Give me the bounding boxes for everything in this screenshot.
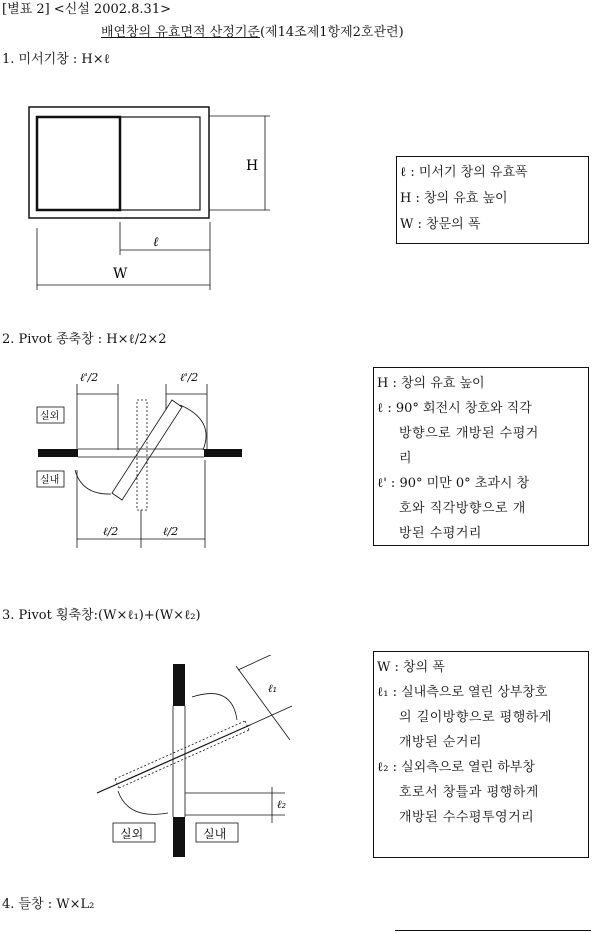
legend-line: H : 창의 유효 높이	[400, 191, 508, 206]
section-4-legend-top-edge	[395, 930, 591, 931]
legend-line: ℓ₂ : 실외측으로 열린 하부창	[377, 760, 535, 775]
dim-label-w: W	[113, 266, 128, 282]
legend-line: 리	[399, 451, 413, 466]
legend-line: 방된 수평거리	[399, 526, 482, 541]
legend-line: 호와 직각방향으로 개	[399, 501, 526, 516]
legend-line: 호로서 창틀과 평행하게	[399, 785, 539, 800]
sash-right	[120, 117, 200, 210]
dim-label-l-half-right: ℓ/2	[163, 525, 179, 538]
legend-line: ℓ' : 90° 미만 0° 초과시 창	[377, 476, 530, 491]
legend-line: ℓ : 미서기 창의 유효폭	[400, 165, 528, 180]
dim-label-l-prime-half-right: ℓ'/2	[180, 371, 199, 384]
section-3-legend	[373, 651, 589, 858]
dim-label-l-prime-half-left: ℓ'/2	[80, 371, 99, 384]
sash-left	[37, 117, 120, 210]
dim-label-l: ℓ	[153, 235, 159, 250]
legend-line: ℓ₁ : 실내측으로 열린 상부창호	[377, 685, 548, 700]
section-2-heading: 2. Pivot 종축창 : H×ℓ/2×2	[2, 332, 167, 347]
outdoor-label: 실외	[40, 411, 60, 422]
section-4-heading: 4. 들창 : W×L₂	[2, 897, 95, 912]
section-1-legend	[396, 156, 589, 244]
sliding-window-diagram	[20, 95, 280, 295]
legend-line: 개방된 순거리	[399, 735, 482, 750]
horizontal-pivot-diagram	[90, 655, 300, 865]
legend-line: 개방된 수수평투영거리	[399, 810, 535, 825]
section-1-heading: 1. 미서기창 : H×ℓ	[2, 52, 110, 67]
outdoor-label: 실외	[120, 827, 144, 841]
legend-line: ℓ : 90° 회전시 창호와 직각	[377, 401, 532, 416]
legend-line: H : 창의 유효 높이	[377, 376, 485, 391]
legend-line: W : 창의 폭	[377, 660, 445, 675]
dim-label-l-half-left: ℓ/2	[103, 525, 119, 538]
indoor-label: 실내	[40, 475, 60, 486]
dim-label-h: H	[246, 158, 259, 174]
dim-label-l1: ℓ₁	[268, 682, 277, 695]
section-2-legend	[373, 367, 589, 546]
document-title	[101, 25, 404, 41]
indoor-label: 실내	[203, 827, 227, 841]
dim-label-l2: ℓ₂	[277, 798, 286, 811]
annex-label: [별표 2] <신설 2002.8.31>	[2, 2, 171, 17]
legend-line: 의 길이방향으로 평행하게	[399, 710, 552, 725]
document-title-note: (제14조제1항제2호관련)	[259, 25, 404, 40]
vertical-pivot-diagram	[30, 365, 250, 555]
section-3-heading: 3. Pivot 횡축창:(W×ℓ₁)+(W×ℓ₂)	[2, 608, 201, 623]
document-title-main: 배연창의 유효면적 산정기준	[101, 25, 260, 40]
legend-line: 방향으로 개방된 수평거	[399, 426, 539, 441]
legend-line: W : 창문의 폭	[400, 217, 481, 232]
